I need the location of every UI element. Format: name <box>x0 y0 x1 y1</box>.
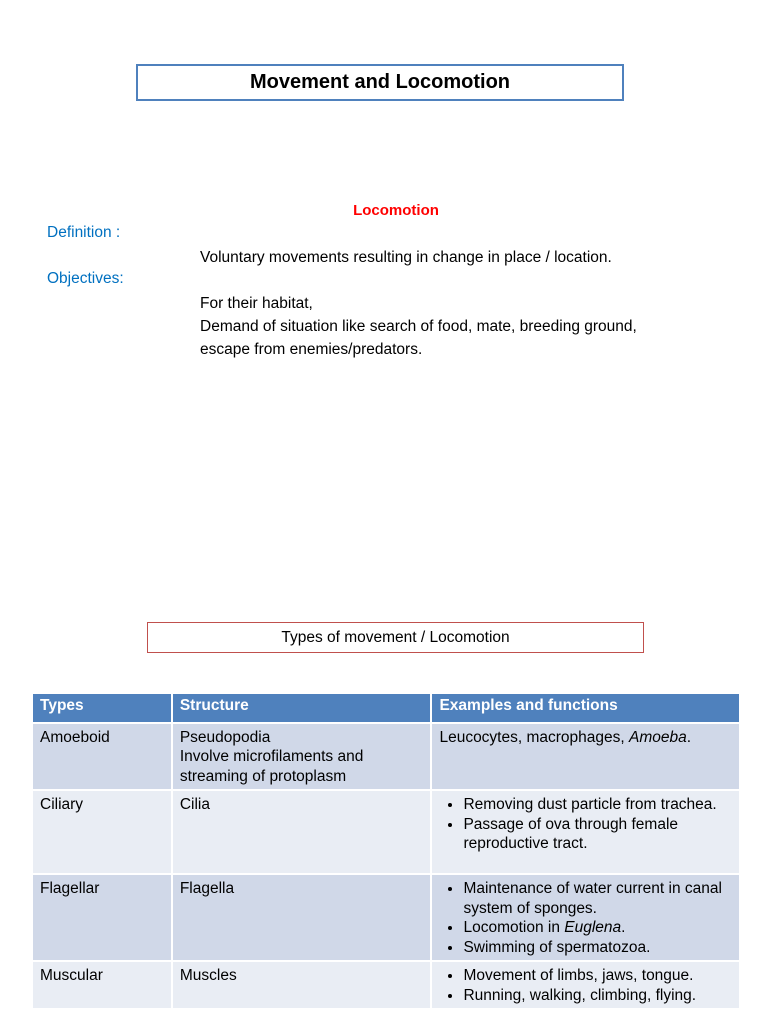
example-italic: Amoeba <box>629 728 687 746</box>
list-item: • Passage of ova through female reproductive tract. <box>463 815 732 854</box>
table-row <box>33 874 740 961</box>
list-item: • Running, walking, climbing, flying. <box>463 986 732 1006</box>
objectives-text <box>200 292 637 361</box>
definition-text: Voluntary movements resulting in change in place / location. <box>200 249 612 266</box>
table-row <box>33 790 740 874</box>
list-item: • Movement of limbs, jaws, tongue. <box>463 966 732 986</box>
bullet-suffix: . <box>621 919 626 936</box>
definition-label: Definition : <box>47 224 121 241</box>
example-suffix: . <box>686 728 692 746</box>
list-item: • Swimming of spermatozoa. <box>463 938 732 958</box>
objectives-label: Objectives: <box>47 270 124 287</box>
bullet-italic: Euglena <box>564 919 622 936</box>
structure-line: Pseudopodia <box>179 728 271 746</box>
bullet-prefix: Locomotion in <box>463 919 565 936</box>
structure-cell: Cilia <box>172 790 432 874</box>
type-cell: Muscular <box>33 961 172 1009</box>
table-row <box>33 961 740 1009</box>
structure-line: streaming of protoplasm <box>179 767 347 785</box>
header-structure: Structure <box>172 694 432 723</box>
structure-line: Involve microfilaments and <box>179 748 364 765</box>
list-item: • Maintenance of water current in canal system of sponges. <box>463 879 732 918</box>
locomotion-types-table <box>33 694 741 1010</box>
examples-cell <box>431 723 740 791</box>
types-heading: Types of movement / Locomotion <box>147 622 644 653</box>
structure-cell <box>172 723 432 791</box>
objective-line: escape from enemies/predators. <box>200 341 423 358</box>
example-text: Leucocytes, macrophages, <box>439 728 630 746</box>
list-item <box>463 918 732 938</box>
examples-cell <box>431 874 740 961</box>
examples-cell <box>431 790 740 874</box>
type-cell: Amoeboid <box>33 723 172 791</box>
header-examples: Examples and functions <box>431 694 740 723</box>
table-header-row <box>33 694 740 723</box>
objective-line: Demand of situation like search of food, mate, breeding ground, <box>200 318 637 335</box>
objective-line: For their habitat, <box>200 295 313 312</box>
structure-cell: Flagella <box>172 874 432 961</box>
header-types: Types <box>33 694 172 723</box>
structure-cell: Muscles <box>172 961 432 1009</box>
type-cell: Flagellar <box>33 874 172 961</box>
list-item: • Removing dust particle from trachea. <box>463 795 732 815</box>
section-heading-locomotion: Locomotion <box>353 202 439 219</box>
type-cell: Ciliary <box>33 790 172 874</box>
examples-cell <box>431 961 740 1009</box>
table-row <box>33 723 740 791</box>
page-title: Movement and Locomotion <box>136 64 624 101</box>
